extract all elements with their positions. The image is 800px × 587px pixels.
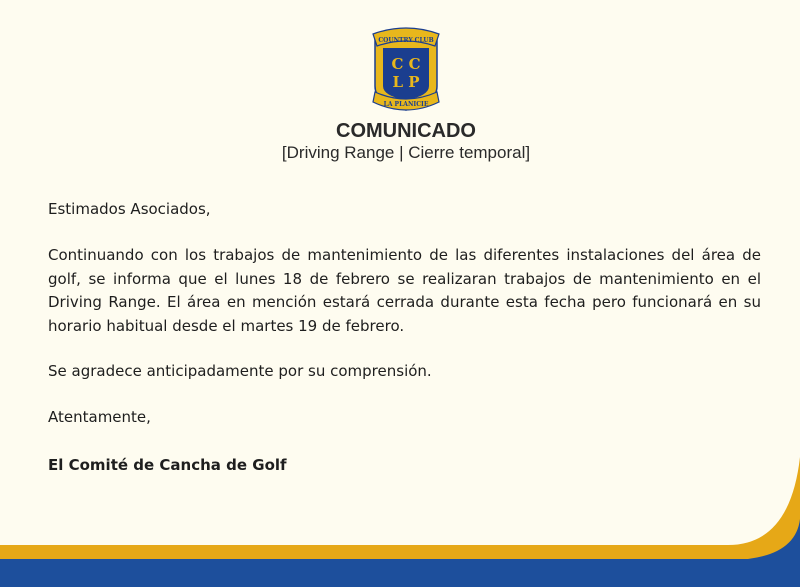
page-title: COMUNICADO [336, 120, 476, 142]
logo-row2-text: L P [392, 73, 420, 91]
letter-closing: Atentamente, [48, 408, 151, 426]
logo-bottom-text: LA PLANICIE [383, 101, 429, 108]
letter-signature: El Comité de Cancha de Golf [48, 456, 287, 474]
club-crest-icon [367, 26, 445, 112]
logo-row1-text: C C [391, 55, 421, 73]
footer-wave-icon [0, 457, 800, 587]
letter-thanks: Se agradece anticipadamente por su comprensión. [48, 362, 432, 380]
letter-greeting: Estimados Asociados, [48, 200, 211, 218]
club-logo [367, 26, 445, 112]
announcement-heading [0, 120, 800, 164]
footer-band [0, 457, 800, 587]
page-subtitle: [Driving Range | Cierre temporal] [281, 143, 531, 162]
letter-body: Continuando con los trabajos de mantenimiento de las diferentes instalaciones del área de golf, se informa que el lunes 18 de febrero se realizaran trabajos de mantenimiento en el Driving Range. El área en mención estará cerrada durante esta fecha pero funcionará en su horario habitual desde el martes 19 de febrero. [48, 246, 761, 335]
logo-top-text: COUNTRY CLUB [378, 37, 434, 44]
